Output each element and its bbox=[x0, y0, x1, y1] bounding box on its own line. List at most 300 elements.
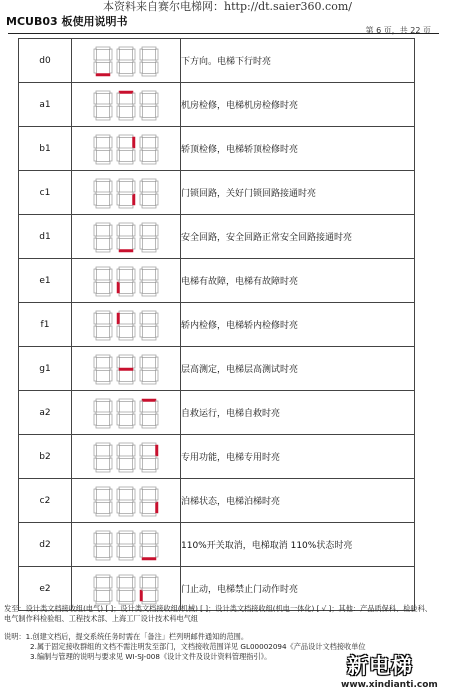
segment-g bbox=[96, 544, 110, 547]
segment-d bbox=[96, 117, 110, 120]
digit-3 bbox=[140, 355, 158, 384]
segment-e bbox=[140, 546, 143, 557]
code-row bbox=[19, 171, 415, 215]
code-row bbox=[19, 39, 415, 83]
segment-d bbox=[142, 425, 156, 428]
segment-g bbox=[119, 236, 133, 239]
segment-g bbox=[142, 192, 156, 195]
segment-b bbox=[110, 577, 113, 588]
digit-2 bbox=[117, 355, 135, 384]
segment-f bbox=[117, 137, 120, 148]
code-cell: c1 bbox=[19, 171, 72, 215]
segment-a bbox=[142, 91, 156, 94]
segment-c bbox=[156, 194, 159, 205]
segment-a bbox=[142, 443, 156, 446]
segment-c bbox=[110, 194, 113, 205]
digit-1 bbox=[94, 355, 112, 384]
note-line-2: 2.属于固定接收群组的文档不需注明发至部门，文档接收范围详见 GL00002094《产品设计文档接收单位 bbox=[30, 642, 366, 651]
segment-a bbox=[96, 135, 110, 138]
seven-segment-display bbox=[90, 484, 162, 518]
segment-b bbox=[110, 181, 113, 192]
segment-g bbox=[96, 280, 110, 283]
segment-e bbox=[94, 282, 97, 293]
segment-a bbox=[142, 267, 156, 270]
segment-b bbox=[156, 577, 159, 588]
segment-f bbox=[140, 357, 143, 368]
segment-g bbox=[96, 456, 110, 459]
segment-b bbox=[156, 489, 159, 500]
segment-d bbox=[119, 381, 133, 384]
code-cell: b2 bbox=[19, 435, 72, 479]
code-cell: e1 bbox=[19, 259, 72, 303]
segment-e bbox=[117, 458, 120, 469]
digit-1 bbox=[94, 443, 112, 472]
description-cell: 泊梯状态，电梯泊梯时亮 bbox=[181, 479, 415, 523]
segment-e bbox=[117, 150, 120, 161]
segment-c bbox=[110, 62, 113, 73]
segment-f bbox=[140, 225, 143, 236]
segment-b bbox=[133, 533, 136, 544]
segment-a bbox=[142, 311, 156, 314]
segment-b bbox=[133, 313, 136, 324]
digit-1 bbox=[94, 223, 112, 252]
segment-e bbox=[94, 546, 97, 557]
segment-e bbox=[117, 238, 120, 249]
segment-c bbox=[156, 370, 159, 381]
segment-c-lit bbox=[156, 502, 159, 513]
segment-b bbox=[156, 137, 159, 148]
segment-b bbox=[133, 181, 136, 192]
segment-d bbox=[142, 293, 156, 296]
segment-c bbox=[110, 414, 113, 425]
segment-c bbox=[133, 62, 136, 73]
segment-b bbox=[110, 357, 113, 368]
digit-1 bbox=[94, 575, 112, 604]
xindianti-logo bbox=[335, 650, 455, 697]
description-cell: 机房检修，电梯机房检修时亮 bbox=[181, 83, 415, 127]
segment-d bbox=[119, 513, 133, 516]
code-cell: e2 bbox=[19, 567, 72, 611]
segment-b bbox=[156, 401, 159, 412]
digit-1 bbox=[94, 47, 112, 76]
description-cell: 110%开关取消，电梯取消 110%状态时亮 bbox=[181, 523, 415, 567]
segment-e bbox=[117, 370, 120, 381]
digit-2 bbox=[117, 135, 135, 164]
segment-g bbox=[119, 324, 133, 327]
code-row bbox=[19, 127, 415, 171]
segment-e bbox=[140, 282, 143, 293]
description-cell: 自救运行，电梯自救时亮 bbox=[181, 391, 415, 435]
segment-b bbox=[110, 313, 113, 324]
segment-c bbox=[110, 502, 113, 513]
segment-display-cell bbox=[72, 259, 181, 303]
segment-d bbox=[119, 337, 133, 340]
digit-1 bbox=[94, 135, 112, 164]
digit-2 bbox=[117, 91, 135, 120]
segment-g bbox=[96, 412, 110, 415]
segment-e bbox=[117, 106, 120, 117]
segment-a bbox=[119, 267, 133, 270]
segment-a bbox=[119, 311, 133, 314]
segment-d bbox=[96, 381, 110, 384]
segment-a-lit bbox=[119, 91, 133, 94]
segment-f bbox=[140, 489, 143, 500]
segment-f bbox=[117, 445, 120, 456]
segment-e bbox=[117, 502, 120, 513]
segment-c bbox=[133, 326, 136, 337]
segment-g bbox=[96, 60, 110, 63]
segment-e bbox=[140, 150, 143, 161]
segment-b bbox=[156, 225, 159, 236]
segment-d bbox=[142, 337, 156, 340]
segment-a bbox=[142, 487, 156, 490]
segment-a bbox=[119, 531, 133, 534]
segment-b bbox=[156, 357, 159, 368]
digit-3 bbox=[140, 443, 158, 472]
segment-display-cell bbox=[72, 523, 181, 567]
segment-d bbox=[96, 337, 110, 340]
segment-c bbox=[133, 414, 136, 425]
segment-f bbox=[94, 357, 97, 368]
segment-b bbox=[133, 489, 136, 500]
digit-1 bbox=[94, 267, 112, 296]
segment-f bbox=[117, 93, 120, 104]
segment-c bbox=[110, 106, 113, 117]
seven-segment-display bbox=[90, 528, 162, 562]
code-cell: b1 bbox=[19, 127, 72, 171]
code-row bbox=[19, 303, 415, 347]
segment-e bbox=[94, 590, 97, 601]
segment-b bbox=[110, 533, 113, 544]
segment-f bbox=[94, 181, 97, 192]
segment-g bbox=[142, 500, 156, 503]
segment-d bbox=[142, 249, 156, 252]
segment-d bbox=[142, 469, 156, 472]
segment-d bbox=[142, 205, 156, 208]
digit-2 bbox=[117, 399, 135, 428]
segment-b bbox=[110, 445, 113, 456]
segment-d-lit bbox=[119, 249, 133, 252]
segment-g bbox=[142, 60, 156, 63]
segment-f bbox=[140, 49, 143, 60]
segment-c bbox=[133, 546, 136, 557]
segment-f bbox=[94, 533, 97, 544]
segment-c bbox=[156, 238, 159, 249]
segment-f bbox=[94, 269, 97, 280]
segment-d bbox=[119, 425, 133, 428]
segment-b bbox=[156, 93, 159, 104]
segment-a bbox=[119, 179, 133, 182]
note-line-1: 说明：1.创建文档后，提交系统任务时需在「备注」栏列明邮件通知的范围。 bbox=[4, 632, 249, 641]
segment-c bbox=[110, 282, 113, 293]
code-cell: c2 bbox=[19, 479, 72, 523]
segment-f bbox=[140, 445, 143, 456]
segment-b bbox=[156, 181, 159, 192]
digit-3 bbox=[140, 311, 158, 340]
description-cell: 层高测定，电梯层高测试时亮 bbox=[181, 347, 415, 391]
code-cell: d1 bbox=[19, 215, 72, 259]
segment-f bbox=[140, 313, 143, 324]
segment-a bbox=[96, 179, 110, 182]
segment-e bbox=[140, 502, 143, 513]
segment-a bbox=[96, 91, 110, 94]
segment-a bbox=[119, 223, 133, 226]
segment-f bbox=[117, 181, 120, 192]
segment-d bbox=[119, 117, 133, 120]
segment-d bbox=[119, 293, 133, 296]
segment-d bbox=[119, 557, 133, 560]
segment-c bbox=[133, 106, 136, 117]
description-cell: 轿顶检修，电梯轿顶检修时亮 bbox=[181, 127, 415, 171]
segment-c bbox=[133, 458, 136, 469]
segment-g bbox=[142, 104, 156, 107]
segment-g bbox=[142, 412, 156, 415]
segment-f bbox=[140, 577, 143, 588]
segment-e bbox=[140, 194, 143, 205]
segment-c-lit bbox=[133, 194, 136, 205]
digit-1 bbox=[94, 91, 112, 120]
segment-d bbox=[142, 381, 156, 384]
description-cell: 下方向。电梯下行时亮 bbox=[181, 39, 415, 83]
segment-f bbox=[94, 577, 97, 588]
segment-d bbox=[96, 293, 110, 296]
segment-a bbox=[142, 135, 156, 138]
distribution-line-2: 电气制作科检验组、工程技术部、上海工厂设计技术科电气组 bbox=[4, 614, 199, 623]
segment-f bbox=[117, 489, 120, 500]
segment-f bbox=[140, 181, 143, 192]
description-cell: 专用功能，电梯专用时亮 bbox=[181, 435, 415, 479]
digit-1 bbox=[94, 399, 112, 428]
seven-segment-display bbox=[90, 176, 162, 210]
digit-2 bbox=[117, 47, 135, 76]
seven-segment-display bbox=[90, 264, 162, 298]
segment-c bbox=[110, 238, 113, 249]
segment-a bbox=[96, 399, 110, 402]
segment-b bbox=[156, 269, 159, 280]
segment-c bbox=[156, 62, 159, 73]
seven-segment-display bbox=[90, 132, 162, 166]
segment-f bbox=[94, 225, 97, 236]
segment-g bbox=[96, 588, 110, 591]
segment-b bbox=[110, 93, 113, 104]
code-row bbox=[19, 523, 415, 567]
segment-display-cell bbox=[72, 347, 181, 391]
segment-b bbox=[133, 225, 136, 236]
digit-1 bbox=[94, 179, 112, 208]
code-row bbox=[19, 479, 415, 523]
segment-d bbox=[119, 73, 133, 76]
digit-2 bbox=[117, 443, 135, 472]
segment-a bbox=[142, 47, 156, 50]
segment-c bbox=[110, 150, 113, 161]
digit-1 bbox=[94, 311, 112, 340]
description-cell: 安全回路，安全回路正常安全回路接通时亮 bbox=[181, 215, 415, 259]
segment-g bbox=[119, 544, 133, 547]
segment-e bbox=[94, 326, 97, 337]
segment-g bbox=[119, 456, 133, 459]
page-number: 第 6 页，共 22 页 bbox=[365, 26, 431, 35]
digit-3 bbox=[140, 487, 158, 516]
segment-g bbox=[96, 236, 110, 239]
segment-e bbox=[117, 414, 120, 425]
segment-f bbox=[94, 137, 97, 148]
segment-a bbox=[142, 575, 156, 578]
digit-3 bbox=[140, 575, 158, 604]
segment-g bbox=[96, 104, 110, 107]
segment-f bbox=[94, 489, 97, 500]
segment-f bbox=[94, 93, 97, 104]
segment-d bbox=[142, 73, 156, 76]
segment-e bbox=[140, 370, 143, 381]
header-rule bbox=[8, 33, 439, 34]
segment-d bbox=[96, 161, 110, 164]
segment-g bbox=[142, 280, 156, 283]
segment-c bbox=[156, 106, 159, 117]
segment-f bbox=[94, 313, 97, 324]
segment-display-cell bbox=[72, 303, 181, 347]
segment-c bbox=[156, 458, 159, 469]
segment-e bbox=[94, 502, 97, 513]
digit-3 bbox=[140, 179, 158, 208]
segment-e bbox=[94, 458, 97, 469]
description-cell: 门止动，电梯禁止门动作时亮 bbox=[181, 567, 415, 611]
segment-b bbox=[110, 401, 113, 412]
segment-b-lit bbox=[156, 445, 159, 456]
segment-c bbox=[133, 150, 136, 161]
code-row bbox=[19, 347, 415, 391]
seven-segment-display bbox=[90, 396, 162, 430]
segment-f bbox=[117, 225, 120, 236]
segment-e bbox=[140, 326, 143, 337]
logo-url: www.xindianti.com bbox=[341, 680, 438, 690]
segment-f bbox=[140, 533, 143, 544]
segment-b bbox=[133, 49, 136, 60]
digit-3 bbox=[140, 91, 158, 120]
segment-a bbox=[119, 443, 133, 446]
segment-e-lit bbox=[117, 282, 120, 293]
seven-segment-display bbox=[90, 44, 162, 78]
digit-1 bbox=[94, 487, 112, 516]
segment-d bbox=[96, 557, 110, 560]
segment-g bbox=[119, 104, 133, 107]
digit-2 bbox=[117, 267, 135, 296]
segment-e bbox=[140, 414, 143, 425]
segment-b bbox=[110, 49, 113, 60]
document-title: MCUB03 板使用说明书 bbox=[6, 15, 128, 28]
segment-a-lit bbox=[142, 399, 156, 402]
segment-c bbox=[110, 370, 113, 381]
segment-g bbox=[119, 412, 133, 415]
segment-a bbox=[96, 355, 110, 358]
segment-f bbox=[94, 445, 97, 456]
segment-a bbox=[119, 135, 133, 138]
digit-3 bbox=[140, 399, 158, 428]
segment-b bbox=[133, 269, 136, 280]
segment-g bbox=[96, 500, 110, 503]
code-cell: a2 bbox=[19, 391, 72, 435]
segment-c bbox=[156, 282, 159, 293]
segment-g bbox=[142, 148, 156, 151]
code-row bbox=[19, 435, 415, 479]
segment-display-cell bbox=[72, 39, 181, 83]
segment-g bbox=[119, 588, 133, 591]
segment-g bbox=[119, 192, 133, 195]
segment-c bbox=[110, 546, 113, 557]
code-cell: d0 bbox=[19, 39, 72, 83]
digit-2 bbox=[117, 223, 135, 252]
seven-segment-display bbox=[90, 308, 162, 342]
distribution-line-1: 发至：设计类文档接收组(电气) [ ]；设计类文档接收组(机械) [ ]；设计类文档接收组(机电一体化) [ √ ]；其他：产品质保科、检验科、 bbox=[4, 604, 432, 613]
segment-e bbox=[117, 546, 120, 557]
segment-a bbox=[96, 223, 110, 226]
segment-e bbox=[117, 326, 120, 337]
seven-segment-display bbox=[90, 352, 162, 386]
seven-segment-display bbox=[90, 572, 162, 606]
segment-e bbox=[117, 194, 120, 205]
segment-a bbox=[119, 575, 133, 578]
segment-f bbox=[117, 577, 120, 588]
segment-f bbox=[117, 269, 120, 280]
segment-g bbox=[119, 280, 133, 283]
segment-c bbox=[133, 502, 136, 513]
segment-g bbox=[119, 60, 133, 63]
segment-b bbox=[133, 445, 136, 456]
seven-segment-display bbox=[90, 440, 162, 474]
segment-b-lit bbox=[133, 137, 136, 148]
digit-3 bbox=[140, 267, 158, 296]
segment-d bbox=[96, 249, 110, 252]
segment-d bbox=[96, 425, 110, 428]
segment-f-lit bbox=[117, 313, 120, 324]
code-row bbox=[19, 259, 415, 303]
segment-a bbox=[119, 355, 133, 358]
segment-a bbox=[96, 443, 110, 446]
code-row bbox=[19, 83, 415, 127]
segment-c bbox=[110, 326, 113, 337]
description-cell: 轿内检修，电梯轿内检修时亮 bbox=[181, 303, 415, 347]
segment-c bbox=[156, 546, 159, 557]
digit-2 bbox=[117, 311, 135, 340]
segment-b bbox=[110, 225, 113, 236]
segment-e bbox=[94, 194, 97, 205]
code-cell: d2 bbox=[19, 523, 72, 567]
segment-f bbox=[117, 357, 120, 368]
segment-d bbox=[119, 205, 133, 208]
segment-f bbox=[117, 49, 120, 60]
segment-b bbox=[110, 489, 113, 500]
description-cell: 门锁回路，关好门锁回路接通时亮 bbox=[181, 171, 415, 215]
segment-c bbox=[156, 150, 159, 161]
segment-a bbox=[119, 47, 133, 50]
segment-display-cell bbox=[72, 127, 181, 171]
segment-e bbox=[94, 62, 97, 73]
segment-e bbox=[94, 150, 97, 161]
segment-e bbox=[117, 590, 120, 601]
segment-e bbox=[94, 106, 97, 117]
segment-c bbox=[133, 238, 136, 249]
segment-g bbox=[142, 588, 156, 591]
segment-a bbox=[96, 267, 110, 270]
segment-display-cell bbox=[72, 435, 181, 479]
segment-display-cell bbox=[72, 479, 181, 523]
digit-3 bbox=[140, 135, 158, 164]
segment-a bbox=[119, 399, 133, 402]
segment-c bbox=[110, 458, 113, 469]
segment-g bbox=[142, 544, 156, 547]
segment-e bbox=[94, 238, 97, 249]
segment-d bbox=[119, 469, 133, 472]
segment-g bbox=[142, 368, 156, 371]
